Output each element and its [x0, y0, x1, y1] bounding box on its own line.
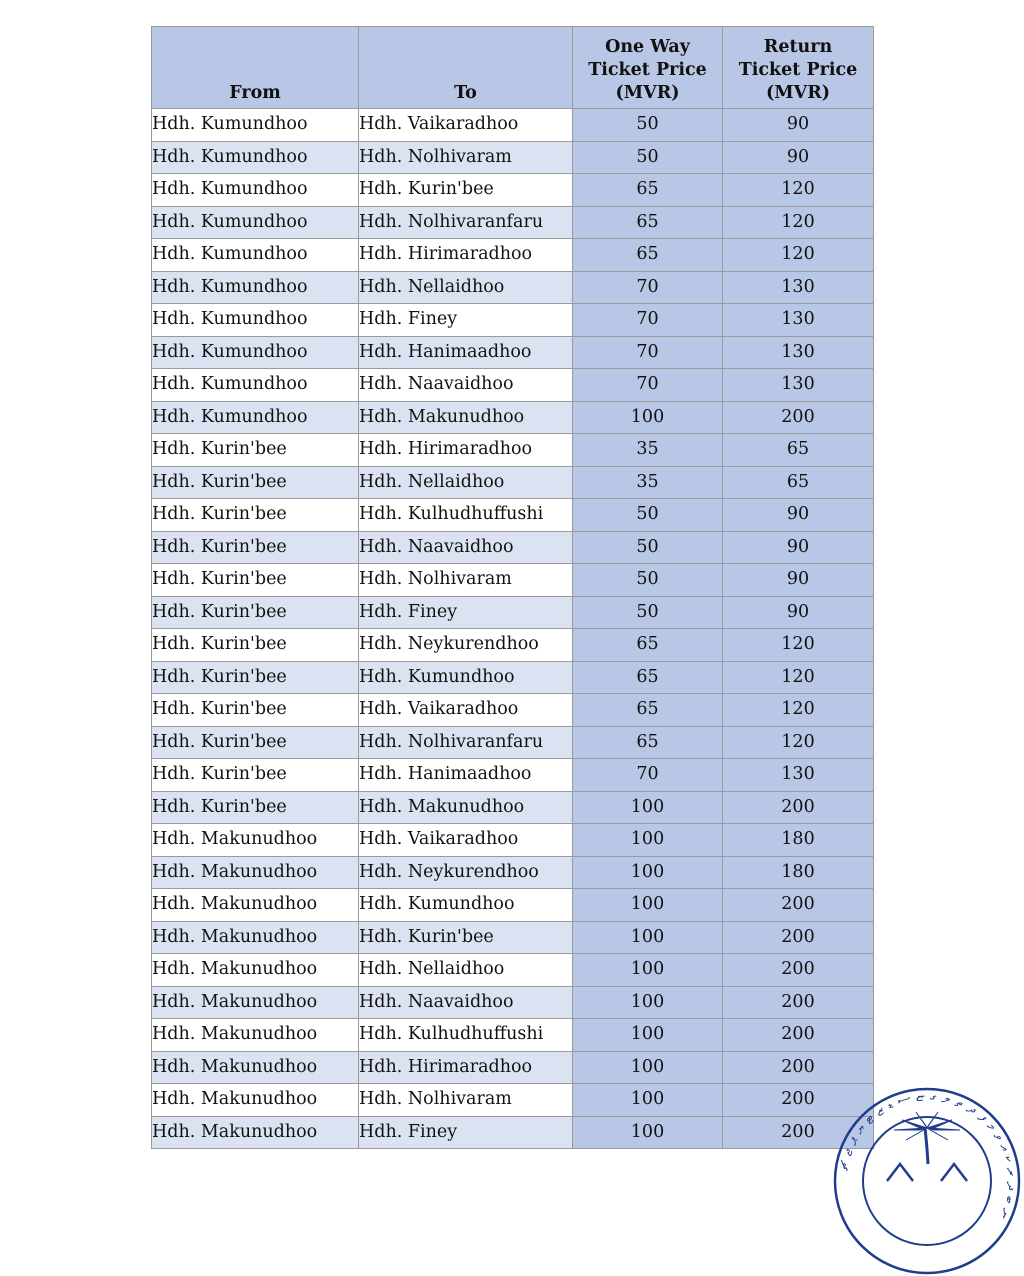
cell-one-way-price: 35: [573, 466, 723, 499]
table-row: [152, 206, 874, 239]
cell-one-way-price: 50: [573, 564, 723, 597]
cell-one-way-price: 70: [573, 759, 723, 792]
table-row: [152, 856, 874, 889]
cell-one-way-price: 50: [573, 109, 723, 142]
cell-from: Hdh. Kumundhoo: [152, 336, 359, 369]
cell-one-way-price: 65: [573, 239, 723, 272]
table-row: [152, 791, 874, 824]
cell-one-way-price: 100: [573, 921, 723, 954]
cell-from: Hdh. Kurin'bee: [152, 596, 359, 629]
cell-one-way-price: 100: [573, 889, 723, 922]
cell-to: Hdh. Nolhivaranfaru: [359, 206, 573, 239]
cell-to: Hdh. Makunudhoo: [359, 401, 573, 434]
cell-to: Hdh. Vaikaradhoo: [359, 109, 573, 142]
table-row: [152, 954, 874, 987]
cell-one-way-price: 100: [573, 954, 723, 987]
cell-to: Hdh. Nellaidhoo: [359, 271, 573, 304]
cell-one-way-price: 65: [573, 726, 723, 759]
cell-return-price: 200: [723, 1116, 874, 1149]
cell-from: Hdh. Kumundhoo: [152, 401, 359, 434]
cell-to: Hdh. Nolhivaranfaru: [359, 726, 573, 759]
cell-one-way-price: 70: [573, 336, 723, 369]
cell-to: Hdh. Hanimaadhoo: [359, 759, 573, 792]
cell-return-price: 120: [723, 206, 874, 239]
cell-from: Hdh. Kurin'bee: [152, 564, 359, 597]
cell-one-way-price: 65: [573, 694, 723, 727]
cell-to: Hdh. Kulhudhuffushi: [359, 499, 573, 532]
column-header-to: [359, 27, 573, 109]
column-header-from: [152, 27, 359, 109]
header-line: Ticket Price: [588, 60, 707, 80]
table-body: [152, 109, 874, 1149]
column-header-to-label: To: [454, 83, 477, 103]
cell-one-way-price: 100: [573, 1084, 723, 1117]
cell-return-price: 65: [723, 434, 874, 467]
cell-to: Hdh. Nolhivaram: [359, 141, 573, 174]
cell-from: Hdh. Makunudhoo: [152, 889, 359, 922]
cell-to: Hdh. Vaikaradhoo: [359, 824, 573, 857]
cell-to: Hdh. Kulhudhuffushi: [359, 1019, 573, 1052]
cell-from: Hdh. Kurin'bee: [152, 791, 359, 824]
table-row: [152, 596, 874, 629]
cell-one-way-price: 70: [573, 369, 723, 402]
cell-return-price: 200: [723, 1084, 874, 1117]
header-line: One Way: [605, 37, 690, 57]
header-line: Ticket Price: [738, 60, 858, 80]
table-header: [152, 27, 874, 109]
cell-return-price: 200: [723, 889, 874, 922]
cell-from: Hdh. Kurin'bee: [152, 466, 359, 499]
cell-one-way-price: 65: [573, 206, 723, 239]
table-row: [152, 141, 874, 174]
cell-to: Hdh. Hirimaradhoo: [359, 239, 573, 272]
cell-return-price: 120: [723, 629, 874, 662]
header-line: (MVR): [765, 83, 831, 103]
cell-from: Hdh. Kumundhoo: [152, 271, 359, 304]
cell-return-price: 130: [723, 336, 874, 369]
cell-from: Hdh. Makunudhoo: [152, 824, 359, 857]
cell-return-price: 180: [723, 856, 874, 889]
table-row: [152, 401, 874, 434]
cell-to: Hdh. Makunudhoo: [359, 791, 573, 824]
cell-from: Hdh. Makunudhoo: [152, 986, 359, 1019]
cell-one-way-price: 100: [573, 1116, 723, 1149]
cell-to: Hdh. Finey: [359, 304, 573, 337]
cell-one-way-price: 70: [573, 271, 723, 304]
table-row: [152, 661, 874, 694]
cell-one-way-price: 100: [573, 1051, 723, 1084]
cell-return-price: 200: [723, 921, 874, 954]
cell-one-way-price: 100: [573, 401, 723, 434]
cell-return-price: 90: [723, 596, 874, 629]
cell-return-price: 130: [723, 271, 874, 304]
cell-return-price: 130: [723, 304, 874, 337]
column-header-return-price: [723, 27, 874, 109]
cell-from: Hdh. Kurin'bee: [152, 531, 359, 564]
cell-one-way-price: 70: [573, 304, 723, 337]
cell-from: Hdh. Makunudhoo: [152, 1019, 359, 1052]
cell-to: Hdh. Nolhivaram: [359, 1084, 573, 1117]
cell-return-price: 65: [723, 466, 874, 499]
cell-one-way-price: 65: [573, 174, 723, 207]
cell-to: Hdh. Neykurendhoo: [359, 856, 573, 889]
cell-one-way-price: 50: [573, 596, 723, 629]
cell-one-way-price: 100: [573, 856, 723, 889]
cell-to: Hdh. Kumundhoo: [359, 661, 573, 694]
cell-to: Hdh. Naavaidhoo: [359, 986, 573, 1019]
table-row: [152, 369, 874, 402]
cell-from: Hdh. Kurin'bee: [152, 629, 359, 662]
cell-from: Hdh. Kurin'bee: [152, 694, 359, 727]
table-row: [152, 531, 874, 564]
header-line: Return: [763, 37, 833, 57]
table-row: [152, 921, 874, 954]
cell-from: Hdh. Makunudhoo: [152, 954, 359, 987]
cell-from: Hdh. Kurin'bee: [152, 726, 359, 759]
table-row: [152, 726, 874, 759]
table-row: [152, 1019, 874, 1052]
cell-return-price: 180: [723, 824, 874, 857]
header-row: [152, 27, 874, 109]
table-row: [152, 564, 874, 597]
table-row: [152, 109, 874, 142]
cell-to: Hdh. Nellaidhoo: [359, 954, 573, 987]
cell-return-price: 90: [723, 499, 874, 532]
cell-one-way-price: 100: [573, 1019, 723, 1052]
cell-to: Hdh. Nolhivaram: [359, 564, 573, 597]
cell-to: Hdh. Hirimaradhoo: [359, 1051, 573, 1084]
cell-to: Hdh. Naavaidhoo: [359, 369, 573, 402]
cell-one-way-price: 100: [573, 986, 723, 1019]
cell-from: Hdh. Kurin'bee: [152, 759, 359, 792]
cell-from: Hdh. Makunudhoo: [152, 1084, 359, 1117]
cell-return-price: 90: [723, 109, 874, 142]
cell-to: Hdh. Finey: [359, 596, 573, 629]
cell-from: Hdh. Kurin'bee: [152, 434, 359, 467]
cell-to: Hdh. Kurin'bee: [359, 921, 573, 954]
cell-one-way-price: 100: [573, 791, 723, 824]
column-header-from-label: From: [229, 83, 281, 103]
cell-return-price: 200: [723, 401, 874, 434]
cell-one-way-price: 35: [573, 434, 723, 467]
table-row: [152, 759, 874, 792]
table-row: [152, 1116, 874, 1149]
cell-return-price: 200: [723, 791, 874, 824]
table-row: [152, 239, 874, 272]
cell-to: Hdh. Neykurendhoo: [359, 629, 573, 662]
cell-to: Hdh. Hirimaradhoo: [359, 434, 573, 467]
cell-from: Hdh. Kumundhoo: [152, 174, 359, 207]
cell-to: Hdh. Kurin'bee: [359, 174, 573, 207]
table-row: [152, 1084, 874, 1117]
cell-return-price: 200: [723, 954, 874, 987]
official-seal: [832, 1086, 1022, 1276]
cell-from: Hdh. Makunudhoo: [152, 1116, 359, 1149]
table-row: [152, 174, 874, 207]
cell-from: Hdh. Kumundhoo: [152, 239, 359, 272]
table-row: [152, 304, 874, 337]
cell-return-price: 120: [723, 174, 874, 207]
cell-from: Hdh. Makunudhoo: [152, 856, 359, 889]
cell-to: Hdh. Nellaidhoo: [359, 466, 573, 499]
cell-return-price: 120: [723, 726, 874, 759]
cell-return-price: 90: [723, 564, 874, 597]
table-row: [152, 694, 874, 727]
cell-return-price: 200: [723, 986, 874, 1019]
table-row: [152, 271, 874, 304]
cell-from: Hdh. Kurin'bee: [152, 661, 359, 694]
table-row: [152, 629, 874, 662]
cell-from: Hdh. Kumundhoo: [152, 304, 359, 337]
table-row: [152, 434, 874, 467]
cell-one-way-price: 65: [573, 629, 723, 662]
table-row: [152, 824, 874, 857]
cell-return-price: 120: [723, 694, 874, 727]
seal-arc-text-path: ނ ބ ދ ރ ކ އ ވ މ ފ ދ ތ ލ ގ ޏ ސ ޑ ޒ ޓ ޔ ޕ ޖ ޗ: [833, 1086, 1022, 1223]
ferry-fare-table: [151, 26, 874, 1149]
cell-to: Hdh. Hanimaadhoo: [359, 336, 573, 369]
cell-to: Hdh. Kumundhoo: [359, 889, 573, 922]
table-row: [152, 986, 874, 1019]
cell-from: Hdh. Kumundhoo: [152, 369, 359, 402]
table-row: [152, 336, 874, 369]
table-row: [152, 499, 874, 532]
cell-from: Hdh. Kurin'bee: [152, 499, 359, 532]
cell-from: Hdh. Makunudhoo: [152, 921, 359, 954]
cell-one-way-price: 50: [573, 531, 723, 564]
cell-from: Hdh. Kumundhoo: [152, 206, 359, 239]
cell-to: Hdh. Naavaidhoo: [359, 531, 573, 564]
cell-return-price: 130: [723, 759, 874, 792]
cell-return-price: 200: [723, 1019, 874, 1052]
cell-from: Hdh. Kumundhoo: [152, 109, 359, 142]
cell-one-way-price: 50: [573, 141, 723, 174]
table-row: [152, 1051, 874, 1084]
table-row: [152, 466, 874, 499]
column-header-one-way-price: [573, 27, 723, 109]
cell-one-way-price: 50: [573, 499, 723, 532]
cell-to: Hdh. Vaikaradhoo: [359, 694, 573, 727]
cell-to: Hdh. Finey: [359, 1116, 573, 1149]
cell-return-price: 120: [723, 661, 874, 694]
cell-one-way-price: 65: [573, 661, 723, 694]
header-line: (MVR): [615, 83, 680, 103]
cell-return-price: 90: [723, 141, 874, 174]
cell-return-price: 90: [723, 531, 874, 564]
table-row: [152, 889, 874, 922]
cell-one-way-price: 100: [573, 824, 723, 857]
cell-from: Hdh. Makunudhoo: [152, 1051, 359, 1084]
cell-return-price: 200: [723, 1051, 874, 1084]
cell-from: Hdh. Kumundhoo: [152, 141, 359, 174]
cell-return-price: 130: [723, 369, 874, 402]
cell-return-price: 120: [723, 239, 874, 272]
